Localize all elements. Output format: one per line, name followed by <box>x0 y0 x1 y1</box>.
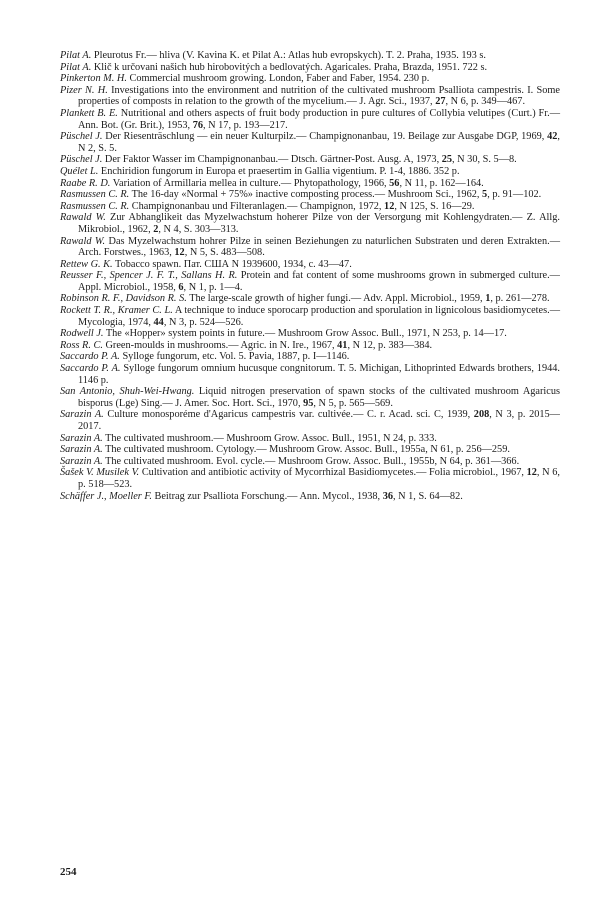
reference-volume: 44 <box>153 316 164 328</box>
reference-text: Liquid nitrogen preservation of spawn stocks of the cultivated mushroom Agaricus bisporus (Lge) Sing.— J. Amer. Soc. Hort. Sci., 1970, <box>78 386 560 409</box>
reference-author: Ross R. C. <box>60 339 103 351</box>
reference-volume: 6 <box>178 281 184 293</box>
reference-text: Das Myzelwachstum hohrer Pilze in seinen Beziehungen zu naturlichen Substraten und deren Extrakten.— Arch. Forstwes., 1963, <box>78 235 560 259</box>
reference-tail: , N 4, S. 303—313. <box>158 223 239 235</box>
reference-entry <box>60 409 560 432</box>
reference-entry <box>60 131 560 154</box>
reference-entry <box>60 154 560 166</box>
reference-author: Rettew G. K. <box>60 258 113 270</box>
reference-text: Pleurotus Fr.— hliva (V. Kavina K. et Pilat A.: Atlas hub evropskych). T. 2. Praha, 1935. 193 s. <box>91 50 486 61</box>
reference-entry <box>60 236 560 259</box>
reference-author: Pilat A. <box>60 50 92 61</box>
reference-volume: 12 <box>174 247 185 259</box>
reference-tail: , N 2, S. 5. <box>78 131 560 154</box>
reference-text: Variation of Armillaria mellea in culture.— Phytopathology, 1966, <box>110 177 390 189</box>
reference-text: Nutritional and others aspects of fruit body production in pure cultures of Collybia velutipes (Curt.) Fr.— Ann. Bot. (Gr. Brit.), 1953, <box>78 107 561 131</box>
reference-entry <box>60 62 560 74</box>
reference-volume: 36 <box>382 490 393 502</box>
reference-volume: 12 <box>384 200 395 212</box>
reference-author: Sarazin A. <box>60 432 103 444</box>
reference-tail: , N 1, S. 64—82. <box>393 490 463 502</box>
reference-text: Sylloge fungorum omnium hucusque congnitorum. T. 5. Michigan, Lithoprinted Edwards brothers, 1944. 1146 p. <box>78 363 560 386</box>
reference-volume: 1 <box>485 293 491 305</box>
reference-entry <box>60 328 560 340</box>
reference-text: Klič k určovani našich hub hirobovitých a bedlovatých. Agaricales. Praha, Brazda, 1951. 722 s. <box>91 61 488 73</box>
reference-text: Tobacco spawn. Пат. США N 1939600, 1934, c. 43—47. <box>112 258 352 270</box>
reference-author: Robinson R. F., Davidson R. S. <box>60 293 187 305</box>
reference-text: Commercial mushroom growing. London, Faber and Faber, 1954. 230 p. <box>126 73 430 85</box>
reference-text: The cultivated mushroom. Cytology.— Mushroom Grow. Assoc. Bull., 1955a, N 61, p. 256—259. <box>102 444 510 456</box>
reference-tail: , N 5, p. 565—569. <box>313 397 393 409</box>
reference-entry <box>60 444 560 456</box>
reference-entry <box>60 433 560 445</box>
reference-entry <box>60 212 560 235</box>
reference-tail: , N 3, p. 2015—2017. <box>78 409 560 432</box>
reference-volume: 95 <box>303 397 314 409</box>
reference-author: Sarazin A. <box>60 455 103 467</box>
reference-author: Šašek V. Musilek V. <box>60 467 140 479</box>
reference-text: The large-scale growth of higher fungi.— Adv. Appl. Microbiol., 1959, <box>186 293 486 305</box>
reference-text: The cultivated mushroom.— Mushroom Grow. Assoc. Bull., 1951, N 24, p. 333. <box>102 432 437 444</box>
reference-author: Pilat A. <box>60 61 92 73</box>
reference-author: Rawald W. <box>60 235 106 247</box>
reference-text: Sylloge fungorum, etc. Vol. 5. Pavia, 1887, p. I—1146. <box>119 351 350 363</box>
reference-tail: , N 3, p. 524—526. <box>163 316 244 328</box>
reference-author: Rawald W. <box>60 212 106 224</box>
reference-tail: , p. 91—102. <box>487 189 542 201</box>
reference-volume: 2 <box>153 223 159 235</box>
reference-author: Püschel J. <box>60 131 103 143</box>
reference-entry <box>60 178 560 190</box>
page-number: 254 <box>60 866 77 878</box>
reference-tail: , N 1, p. 1—4. <box>183 281 243 293</box>
reference-tail: , N 6, p. 518—523. <box>78 467 560 490</box>
reference-entry <box>60 201 560 213</box>
reference-entry <box>60 85 560 108</box>
reference-volume: 208 <box>473 409 490 421</box>
reference-author: Püschel J. <box>60 154 103 166</box>
reference-author: Rodwell J. <box>60 328 104 340</box>
reference-author: Plankett B. E. <box>60 107 118 119</box>
reference-volume: 25 <box>441 154 453 166</box>
reference-text: Der Riesenträschlung — ein neuer Kulturpilz.— Champignonanbau, 19. Beilage zur Ausgabe DGP, 1969, <box>102 131 548 143</box>
reference-tail: , N 125, S. 16—29. <box>394 200 475 212</box>
reference-text: Champignonanbau und Filteranlagen.— Champignon, 1972, <box>129 200 385 212</box>
reference-author: Schäffer J., Moeller F. <box>60 490 152 502</box>
reference-text: Der Faktor Wasser im Champignonanbau.— Dtsch. Gärtner-Post. Ausg. A, 1973, <box>102 154 442 166</box>
reference-entry <box>60 305 560 328</box>
reference-author: Sarazin A. <box>60 444 103 456</box>
reference-volume: 27 <box>435 96 446 108</box>
reference-list <box>60 50 560 502</box>
reference-text: A technique to induce sporocarp production and sporulation in lignicolous basidiomycetes.— Mycologia, 1974, <box>78 305 560 328</box>
reference-entry <box>60 351 560 363</box>
reference-author: Saccardo P. A. <box>60 351 120 363</box>
reference-volume: 41 <box>337 339 348 351</box>
reference-volume: 5 <box>482 189 488 201</box>
reference-text: Investigations into the environment and nutrition of the cultivated mushroom Psalliota campestris. I. Some properties of composts in relation to the growth of the mycelium.— J. Agr. Sci., 1937, <box>78 84 560 108</box>
reference-volume: 12 <box>526 467 537 479</box>
reference-text: The 16-day «Normal + 75%» inactive composting process.— Mushroom Sci., 1962, <box>129 189 483 201</box>
reference-entry <box>60 166 560 178</box>
reference-text: Zur Abhanglikeit das Myzelwachstum hoherer Pilze von der Versorgung mit Kohlengydraten.— Z. Allg. Mikrobiol., 1962, <box>78 212 560 235</box>
reference-entry <box>60 73 560 85</box>
reference-text: Green-moulds in mushrooms.— Agric. in N. Ire., 1967, <box>102 339 338 351</box>
reference-entry <box>60 270 560 293</box>
reference-author: Rasmussen C. R. <box>60 189 130 201</box>
reference-entry <box>60 259 560 271</box>
reference-tail: , N 5, S. 483—508. <box>184 247 265 259</box>
reference-text: Beitrag zur Psalliota Forschung.— Ann. Mycol., 1938, <box>151 490 383 502</box>
reference-text: The cultivated mushroom. Evol. cycle.— Mushroom Grow. Assoc. Bull., 1955b, N 64, p. 361—366. <box>102 455 520 467</box>
reference-volume: 42 <box>547 131 558 143</box>
reference-tail: , N 6, p. 349—467. <box>445 96 526 108</box>
reference-entry <box>60 363 560 386</box>
reference-tail: , N 30, S. 5—8. <box>452 154 517 166</box>
reference-entry <box>60 50 560 62</box>
reference-author: Reusser F., Spencer J. F. T., Sallans H. R. <box>60 270 238 282</box>
reference-entry <box>60 293 560 305</box>
reference-tail: , p. 261—278. <box>490 293 550 305</box>
reference-text: Enchiridion fungorum in Europa et praesertim in Gallia vigentium. P. 1-4, 1886. 352 p. <box>98 165 460 177</box>
reference-author: Saccardo P. A. <box>60 363 121 375</box>
reference-author: Rasmussen C. R. <box>60 200 130 212</box>
reference-author: San Antonio, Shuh-Wei-Hwang. <box>60 386 195 398</box>
reference-entry <box>60 189 560 201</box>
reference-entry <box>60 340 560 352</box>
reference-entry <box>60 467 560 490</box>
reference-entry <box>60 491 560 503</box>
reference-volume: 76 <box>192 119 203 131</box>
reference-author: Pinkerton M. H. <box>60 73 127 85</box>
reference-text: Protein and fat content of some mushrooms grown in submerged culture.— Appl. Microbiol., 1958, <box>78 270 560 293</box>
reference-tail: , N 12, p. 383—384. <box>347 339 433 351</box>
reference-text: Culture monosporéme d'Agaricus campestris var. cultivée.— C. r. Acad. sci. C, 1939, <box>103 409 474 421</box>
reference-author: Quélet L. <box>60 165 99 177</box>
reference-text: Cultivation and antibiotic activity of Mycorrhizal Basidiomycetes.— Folia microbiol., 1967, <box>139 467 527 479</box>
reference-entry <box>60 108 560 131</box>
reference-tail: , N 11, p. 162—164. <box>399 177 484 189</box>
reference-author: Sarazin A. <box>60 409 104 421</box>
reference-entry <box>60 386 560 409</box>
reference-author: Pizer N. H. <box>60 84 108 96</box>
reference-author: Raabe R. D. <box>60 177 111 189</box>
reference-tail: , N 17, p. 193—217. <box>203 119 288 131</box>
reference-volume: 56 <box>389 177 400 189</box>
reference-author: Rockett T. R., Kramer C. L. <box>60 305 173 317</box>
reference-text: The «Hopper» system points in future.— Mushroom Grow Assoc. Bull., 1971, N 253, p. 14—17. <box>103 328 507 340</box>
reference-entry <box>60 456 560 468</box>
